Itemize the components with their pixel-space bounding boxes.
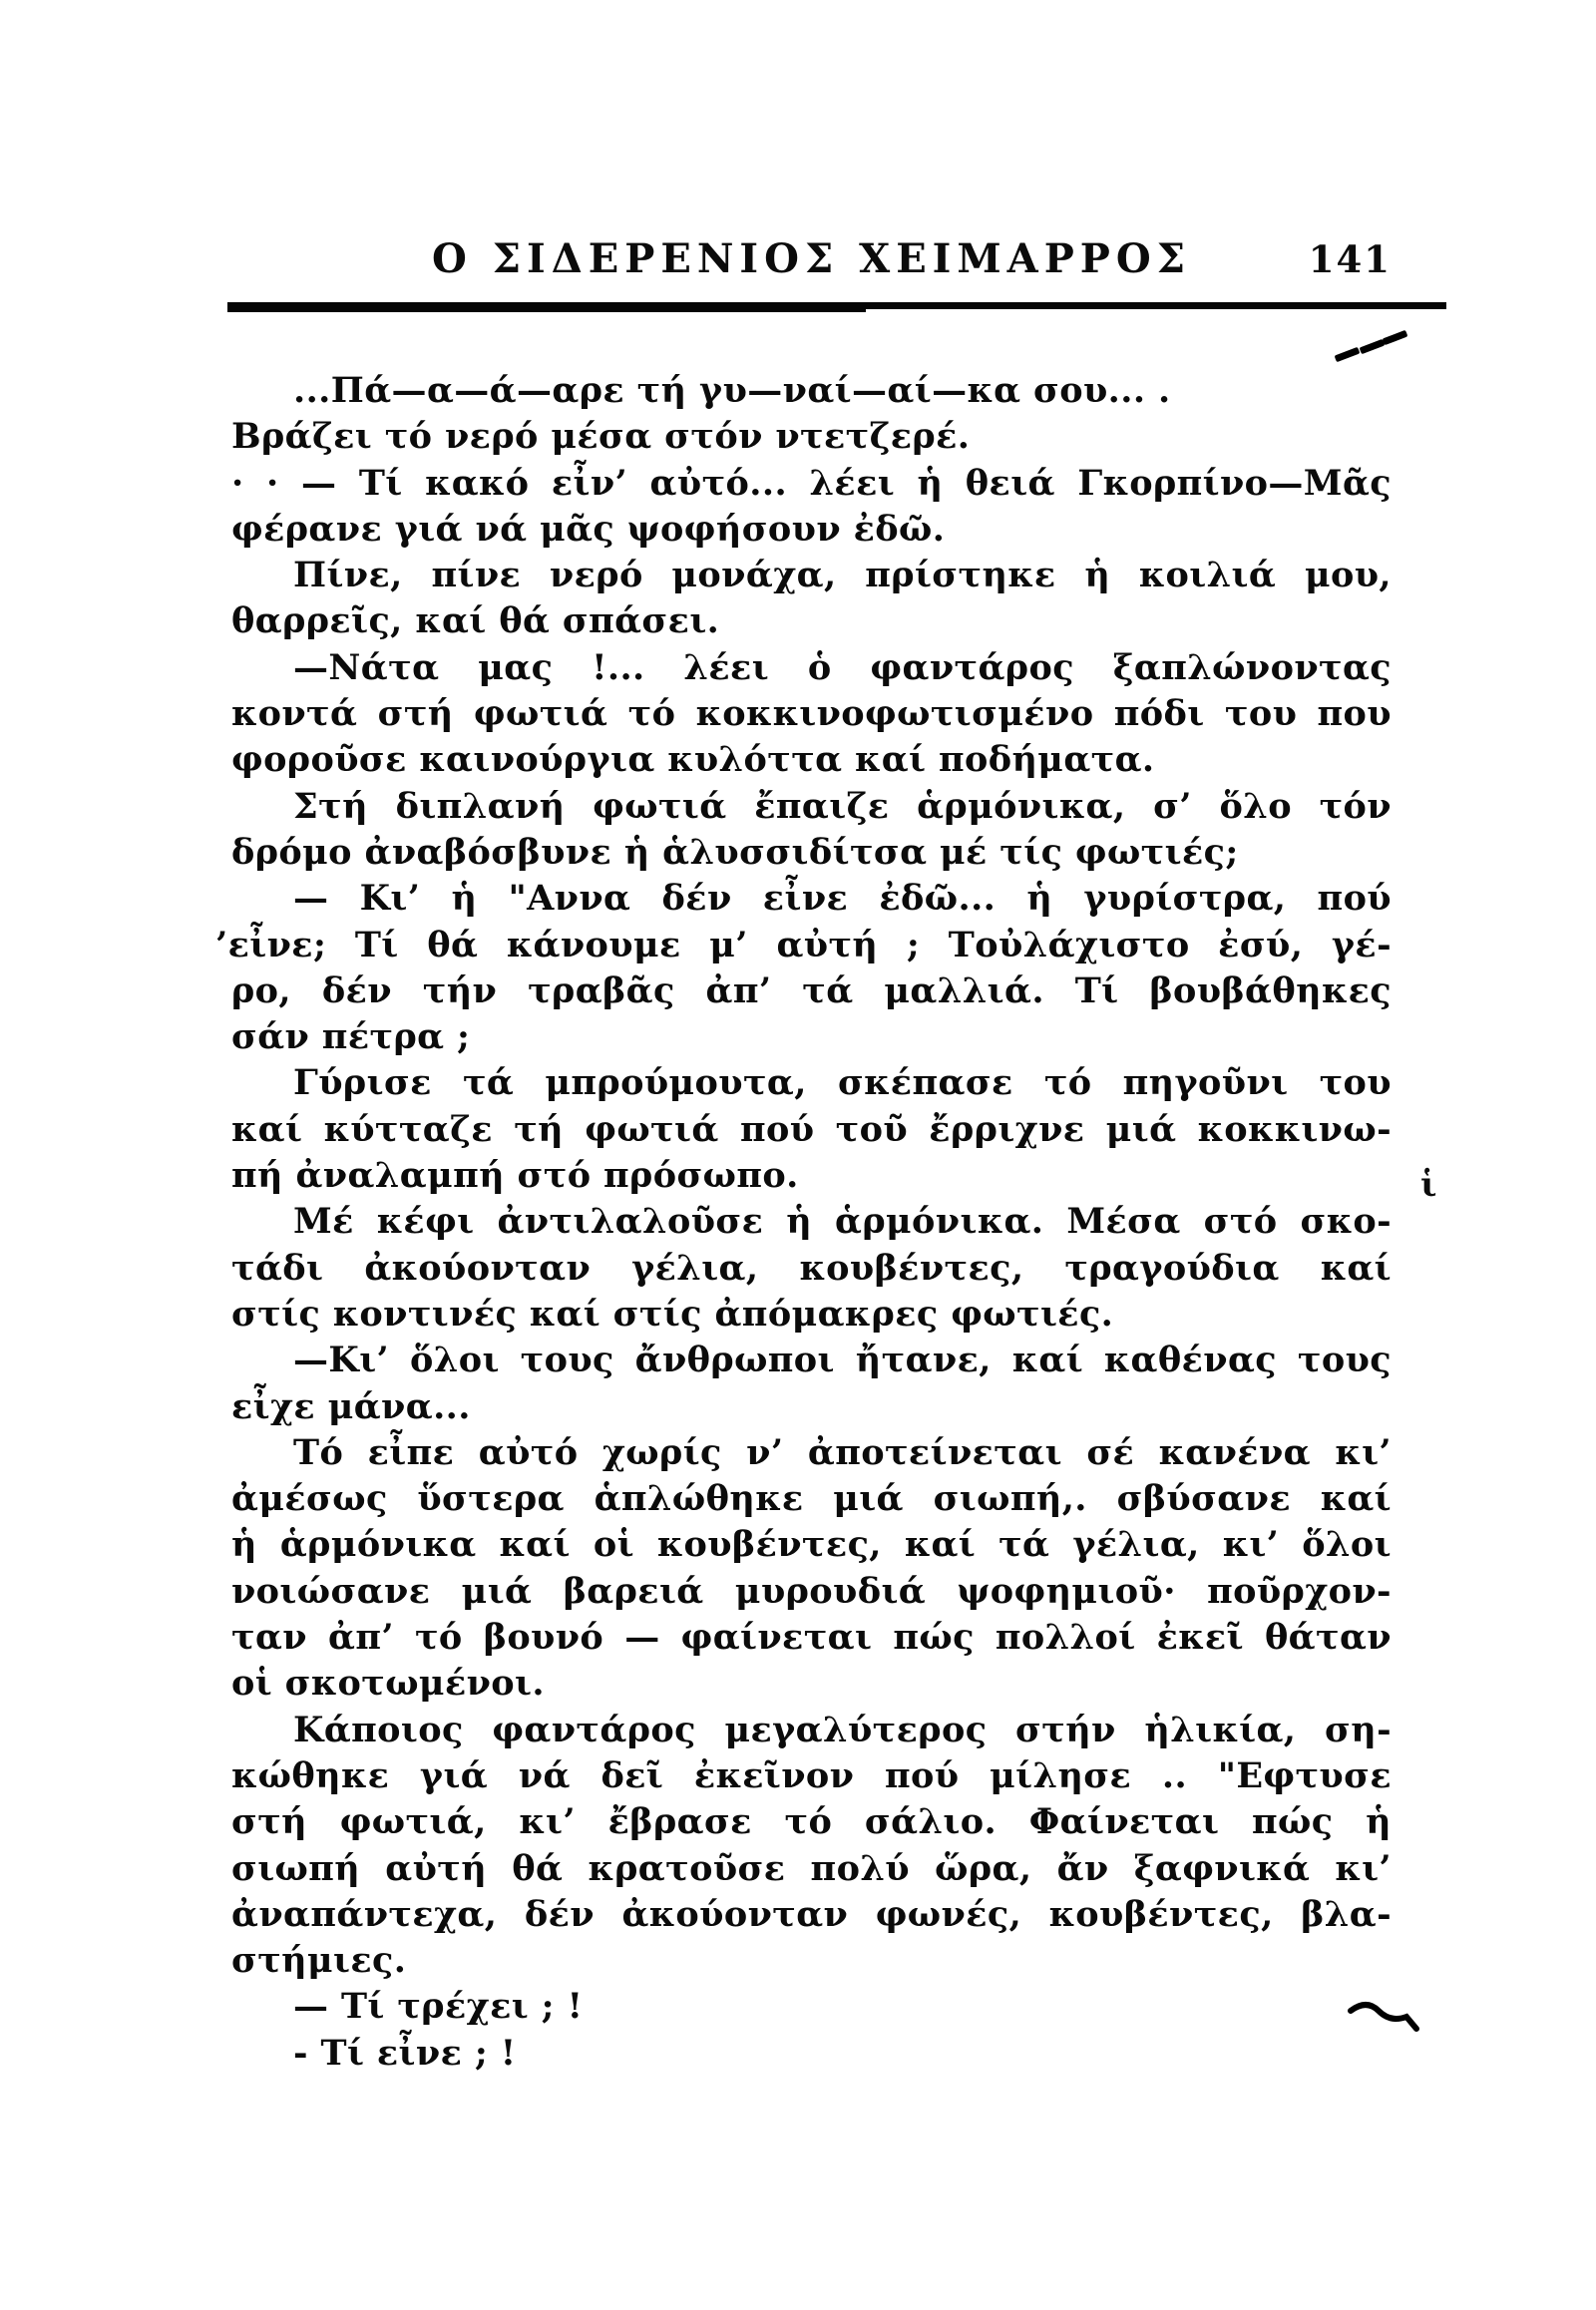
text-line: Μέ κέφι ἀντιλαλοῦσε ἡ ἁρμόνικα. Μέσα στό σκο- (293, 1201, 1392, 1243)
text-line: τάδι ἀκούονταν γέλια, κουβέντες, τραγούδια καί (231, 1247, 1392, 1289)
text-line: φοροῦσε καινούργια κυλόττα καί ποδήματα. (231, 739, 1155, 781)
pen-mark-dash (1335, 347, 1361, 362)
pen-mark-dash (1360, 339, 1386, 354)
squiggle-mark (1345, 1995, 1424, 2043)
text-line: στή φωτιά, κι’ ἔβρασε τό σάλιο. Φαίνεται πώς ἡ (231, 1801, 1392, 1843)
pen-mark-dash (1383, 330, 1408, 345)
text-line: οἱ σκοτωμένοι. (231, 1663, 545, 1705)
text-line: · · — Τί κακό εἶν’ αὐτό... λέει ἡ θειά Γκορπίνο—Μᾶς (231, 462, 1392, 504)
text-line: Κάποιος φαντάρος μεγαλύτερος στήν ἡλικία, ση- (293, 1709, 1392, 1750)
header-rule (227, 302, 1446, 309)
header-rule-thick-segment (227, 309, 866, 312)
text-line: στίς κοντινές καί στίς ἀπόμακρες φωτιές. (231, 1293, 1114, 1335)
text-line: Βράζει τό νερό μέσα στόν ντετζερέ. (231, 416, 971, 458)
text-line: καί κύτταζε τή φωτιά πού τοῦ ἔρριχνε μιά κοκκινω- (231, 1108, 1392, 1150)
text-line: πή ἀναλαμπή στό πρόσωπο. (231, 1155, 799, 1197)
text-line: ...Πά—α—ά—αρε τή γυ—ναί—αί—κα σου... . (293, 370, 1171, 411)
text-line: θαρρεῖς, καί θά σπάσει. (231, 600, 720, 642)
text-line: - Τί εἶνε ; ! (293, 2032, 517, 2074)
text-line: Γύρισε τά μπρούμουτα, σκέπασε τό πηγοῦνι του (293, 1062, 1392, 1104)
text-line: Στή διπλανή φωτιά ἔπαιζε ἁρμόνικα, σ’ ὅλο τόν (293, 785, 1392, 827)
text-line: — Κι’ ἡ "Αννα δέν εἶνε ἐδῶ... ἡ γυρίστρα, πού (293, 878, 1392, 920)
text-line: —Κι’ ὅλοι τους ἄνθρωποι ἤτανε, καί καθένας τους (293, 1340, 1392, 1381)
text-line: ἡ ἁρμόνικα καί οἱ κουβέντες, καί τά γέλια, κι’ ὅλοι (231, 1524, 1392, 1566)
text-line: δρόμο ἀναβόσβυνε ἡ ἁλυσσιδίτσα μέ τίς φωτιές; (231, 831, 1239, 873)
text-line: Πίνε, πίνε νερό μονάχα, πρίστηκε ἡ κοιλιά μου, (293, 555, 1392, 596)
text-line: εἶχε μάνα... (231, 1385, 471, 1427)
text-line: σάν πέτρα ; (231, 1016, 471, 1058)
page-title: Ο ΣΙΔΕΡΕΝΙΟΣ ΧΕΙΜΑΡΡΟΣ (431, 235, 1191, 282)
text-line: στήμιες. (231, 1940, 407, 1982)
text-line: σιωπή αὐτή θά κρατοῦσε πολύ ὥρα, ἄν ξαφνικά κι’ (231, 1847, 1392, 1889)
page-number: 141 (1308, 237, 1392, 281)
text-line: ἀμέσως ὕστερα ἁπλώθηκε μιά σιωπή,. σβύσανε καί (231, 1478, 1392, 1520)
text-line: νοιώσανε μιά βαρειά μυρουδιά ψοφημιοῦ· ποῦρχον- (231, 1570, 1392, 1612)
text-line: —Νάτα μας !... λέει ὁ φαντάρος ξαπλώνοντας (293, 646, 1392, 688)
text-line: — Τί τρέχει ; ! (293, 1986, 584, 2028)
text-line: ρο, δέν τήν τραβᾶς ἀπ’ τά μαλλιά. Τί βουβάθηκες (231, 969, 1392, 1011)
body-text-block (215, 368, 1392, 2077)
text-line: κώθηκε γιά νά δεῖ ἐκεῖνον πού μίλησε .. "Εφτυσε (231, 1754, 1392, 1796)
text-line: Τό εἶπε αὐτό χωρίς ν’ ἀποτείνεται σέ κανένα κι’ (293, 1431, 1392, 1473)
text-line: φέρανε γιά νά μᾶς ψοφήσουν ἐδῶ. (231, 508, 946, 550)
text-line: ταν ἀπ’ τό βουνό — φαίνεται πώς πολλοί ἐκεῖ θάταν (231, 1617, 1392, 1659)
text-line: κοντά στή φωτιά τό κοκκινοφωτισμένο πόδι του που (231, 693, 1392, 735)
text-line: ἀναπάντεχα, δέν ἀκούονταν φωνές, κουβέντες, βλα- (231, 1893, 1392, 1935)
stray-ink-mark: ἱ (1420, 1165, 1437, 1205)
text-line: ’εἶνε; Τί θά κάνουμε μ’ αὐτή ; Τοὐλάχιστο ἐσύ, γέ- (215, 924, 1392, 965)
